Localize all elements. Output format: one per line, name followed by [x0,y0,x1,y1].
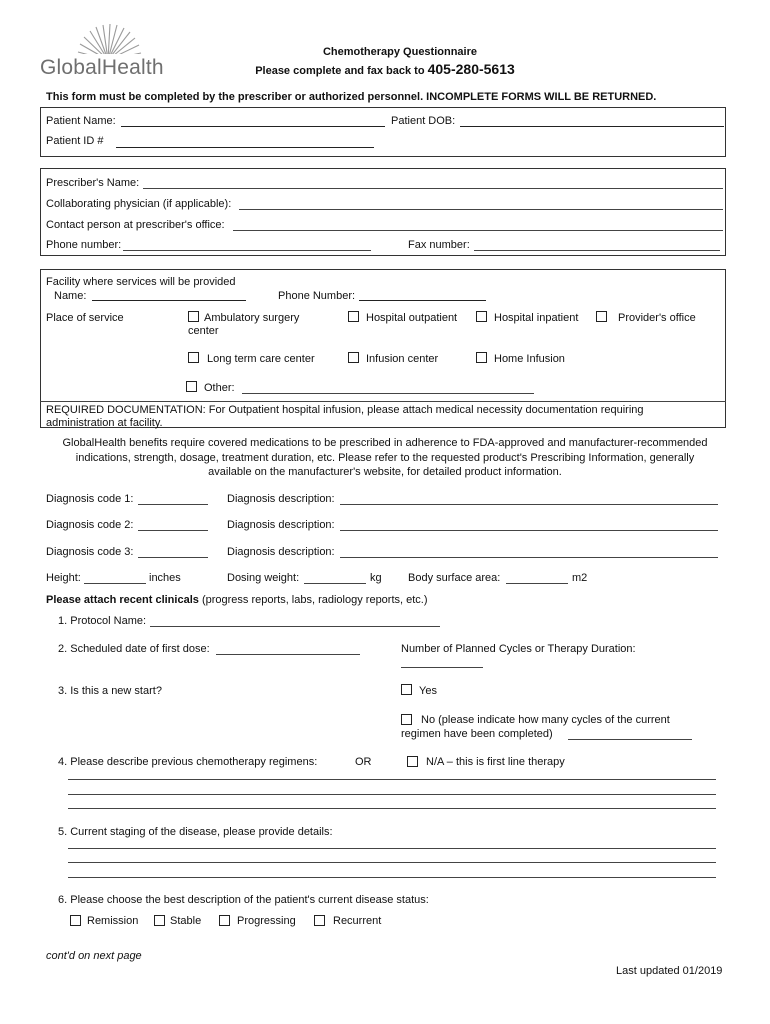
patient-id-label: Patient ID # [46,135,104,147]
height-unit: inches [149,572,181,584]
prescriber-fax-field[interactable] [474,250,720,251]
diagnosis-desc-3-label: Diagnosis description: [227,546,335,558]
place-of-service-label: Place of service [46,312,124,324]
progressing-label: Progressing [237,915,296,927]
hospital-outpatient-label: Hospital outpatient [366,312,458,324]
diagnosis-desc-2-label: Diagnosis description: [227,519,335,531]
facility-name-field[interactable] [92,300,246,301]
completion-warning: This form must be completed by the prescriber or authorized personnel. INCOMPLETE FORMS WILL BE RETURNED. [46,91,657,103]
required-doc-line-2: administration at facility. [46,417,163,429]
benefits-line-1: GlobalHealth benefits require covered medications to be prescribed in adherence to FDA-approved and manufacturer-recommended [62,437,708,449]
hospital-outpatient-checkbox[interactable] [348,311,359,322]
q3-yes-label: Yes [419,685,437,697]
bsa-label: Body surface area: [408,572,501,584]
facility-heading: Facility where services will be provided [46,276,236,288]
q5-answer-line-3[interactable] [68,877,716,878]
subtitle-text: Please complete and fax back to [255,65,425,77]
patient-name-field[interactable] [121,126,385,127]
patient-section [40,107,726,157]
ambulatory-surgery-label-2: center [188,325,219,337]
other-place-label: Other: [204,382,235,394]
long-term-care-checkbox[interactable] [188,352,199,363]
benefits-line-3: available on the manufacturer's website, for detailed product information. [208,466,562,478]
dosing-weight-unit: kg [370,572,382,584]
collab-physician-field[interactable] [239,209,723,210]
clinicals-bold: Please attach recent clinicals [46,594,199,606]
prescriber-section [40,168,726,256]
clinicals-rest: (progress reports, labs, radiology reports, etc.) [201,594,428,606]
prescriber-name-label: Prescriber's Name: [46,177,140,189]
stable-label: Stable [170,915,202,927]
stable-checkbox[interactable] [154,915,165,926]
recurrent-checkbox[interactable] [314,915,325,926]
diagnosis-desc-1-field[interactable] [340,504,718,505]
clinicals-note [46,594,428,606]
home-infusion-label: Home Infusion [494,353,565,365]
q4-na-checkbox[interactable] [407,756,418,767]
infusion-center-label: Infusion center [366,353,439,365]
patient-dob-field[interactable] [460,126,724,127]
height-field[interactable] [84,583,146,584]
q3-no-label-1: No (please indicate how many cycles of the current [421,714,670,726]
prescriber-name-field[interactable] [143,188,723,189]
q4-previous-regimens-label: 4. Please describe previous chemotherapy regimens: [58,756,318,768]
form-title: Chemotherapy Questionnaire [322,46,478,58]
patient-name-label: Patient Name: [46,115,116,127]
q4-na-label: N/A – this is first line therapy [426,756,565,768]
q3-new-start-label: 3. Is this a new start? [58,685,162,697]
q2-planned-cycles-field[interactable] [401,667,483,668]
prescriber-fax-label: Fax number: [408,239,470,251]
infusion-center-checkbox[interactable] [348,352,359,363]
q4-answer-line-3[interactable] [68,808,716,809]
hospital-inpatient-checkbox[interactable] [476,311,487,322]
q3-no-label-2: regimen have been completed) [401,728,553,740]
diagnosis-code-2-label: Diagnosis code 2: [46,519,134,531]
long-term-care-label: Long term care center [207,353,315,365]
facility-phone-field[interactable] [359,300,486,301]
logo-text: GlobalHealth [40,56,164,79]
q5-answer-line-2[interactable] [68,862,716,863]
q4-answer-line-1[interactable] [68,779,716,780]
diagnosis-desc-3-field[interactable] [340,557,718,558]
q2-first-dose-field[interactable] [216,654,360,655]
globalhealth-logo [38,22,178,80]
providers-office-label: Provider's office [618,312,696,324]
q2-planned-cycles-label: Number of Planned Cycles or Therapy Duration: [401,643,636,655]
prescriber-phone-label: Phone number: [46,239,122,251]
remission-checkbox[interactable] [70,915,81,926]
diagnosis-code-3-field[interactable] [138,557,208,558]
q1-protocol-label: 1. Protocol Name: [58,615,147,627]
height-label: Height: [46,572,81,584]
diagnosis-code-2-field[interactable] [138,530,208,531]
facility-divider [40,401,726,402]
recurrent-label: Recurrent [333,915,382,927]
diagnosis-desc-2-field[interactable] [340,530,718,531]
facility-phone-label: Phone Number: [278,290,356,302]
q5-answer-line-1[interactable] [68,848,716,849]
benefits-line-2: indications, strength, dosage, treatment duration, etc. Please refer to the requested product's Prescribing Information, generally [75,452,695,464]
hospital-inpatient-label: Hospital inpatient [494,312,579,324]
bsa-field[interactable] [506,583,568,584]
q4-or-label: OR [355,756,372,768]
patient-dob-label: Patient DOB: [391,115,456,127]
last-updated: Last updated 01/2019 [616,965,723,977]
q3-no-checkbox[interactable] [401,714,412,725]
other-place-field[interactable] [242,393,534,394]
form-subtitle [230,61,540,77]
diagnosis-desc-1-label: Diagnosis description: [227,493,335,505]
diagnosis-code-3-label: Diagnosis code 3: [46,546,134,558]
continued-note: cont'd on next page [46,950,142,962]
collab-physician-label: Collaborating physician (if applicable): [46,198,232,210]
ambulatory-surgery-label: Ambulatory surgery [204,312,300,324]
dosing-weight-label: Dosing weight: [227,572,300,584]
q4-answer-line-2[interactable] [68,794,716,795]
prescriber-phone-field[interactable] [123,250,371,251]
bsa-unit: m2 [572,572,588,584]
q2-first-dose-label: 2. Scheduled date of first dose: [58,643,210,655]
patient-id-field[interactable] [116,147,374,148]
diagnosis-code-1-label: Diagnosis code 1: [46,493,134,505]
dosing-weight-field[interactable] [304,583,366,584]
remission-label: Remission [87,915,139,927]
q1-protocol-field[interactable] [150,626,440,627]
diagnosis-code-1-field[interactable] [138,504,208,505]
contact-person-field[interactable] [233,230,723,231]
ambulatory-surgery-checkbox[interactable] [188,311,199,322]
home-infusion-checkbox[interactable] [476,352,487,363]
q6-disease-status-label: 6. Please choose the best description of the patient's current disease status: [58,894,429,906]
progressing-checkbox[interactable] [219,915,230,926]
required-doc-line-1: REQUIRED DOCUMENTATION: For Outpatient hospital infusion, please attach medical necessity documentation requiring [46,404,644,416]
facility-name-label: Name: [54,290,87,302]
fax-number: 405-280-5613 [427,61,515,77]
providers-office-checkbox[interactable] [596,311,607,322]
other-place-checkbox[interactable] [186,381,197,392]
q3-cycles-completed-field[interactable] [568,739,692,740]
q5-staging-label: 5. Current staging of the disease, please provide details: [58,826,333,838]
q3-yes-checkbox[interactable] [401,684,412,695]
contact-person-label: Contact person at prescriber's office: [46,219,225,231]
